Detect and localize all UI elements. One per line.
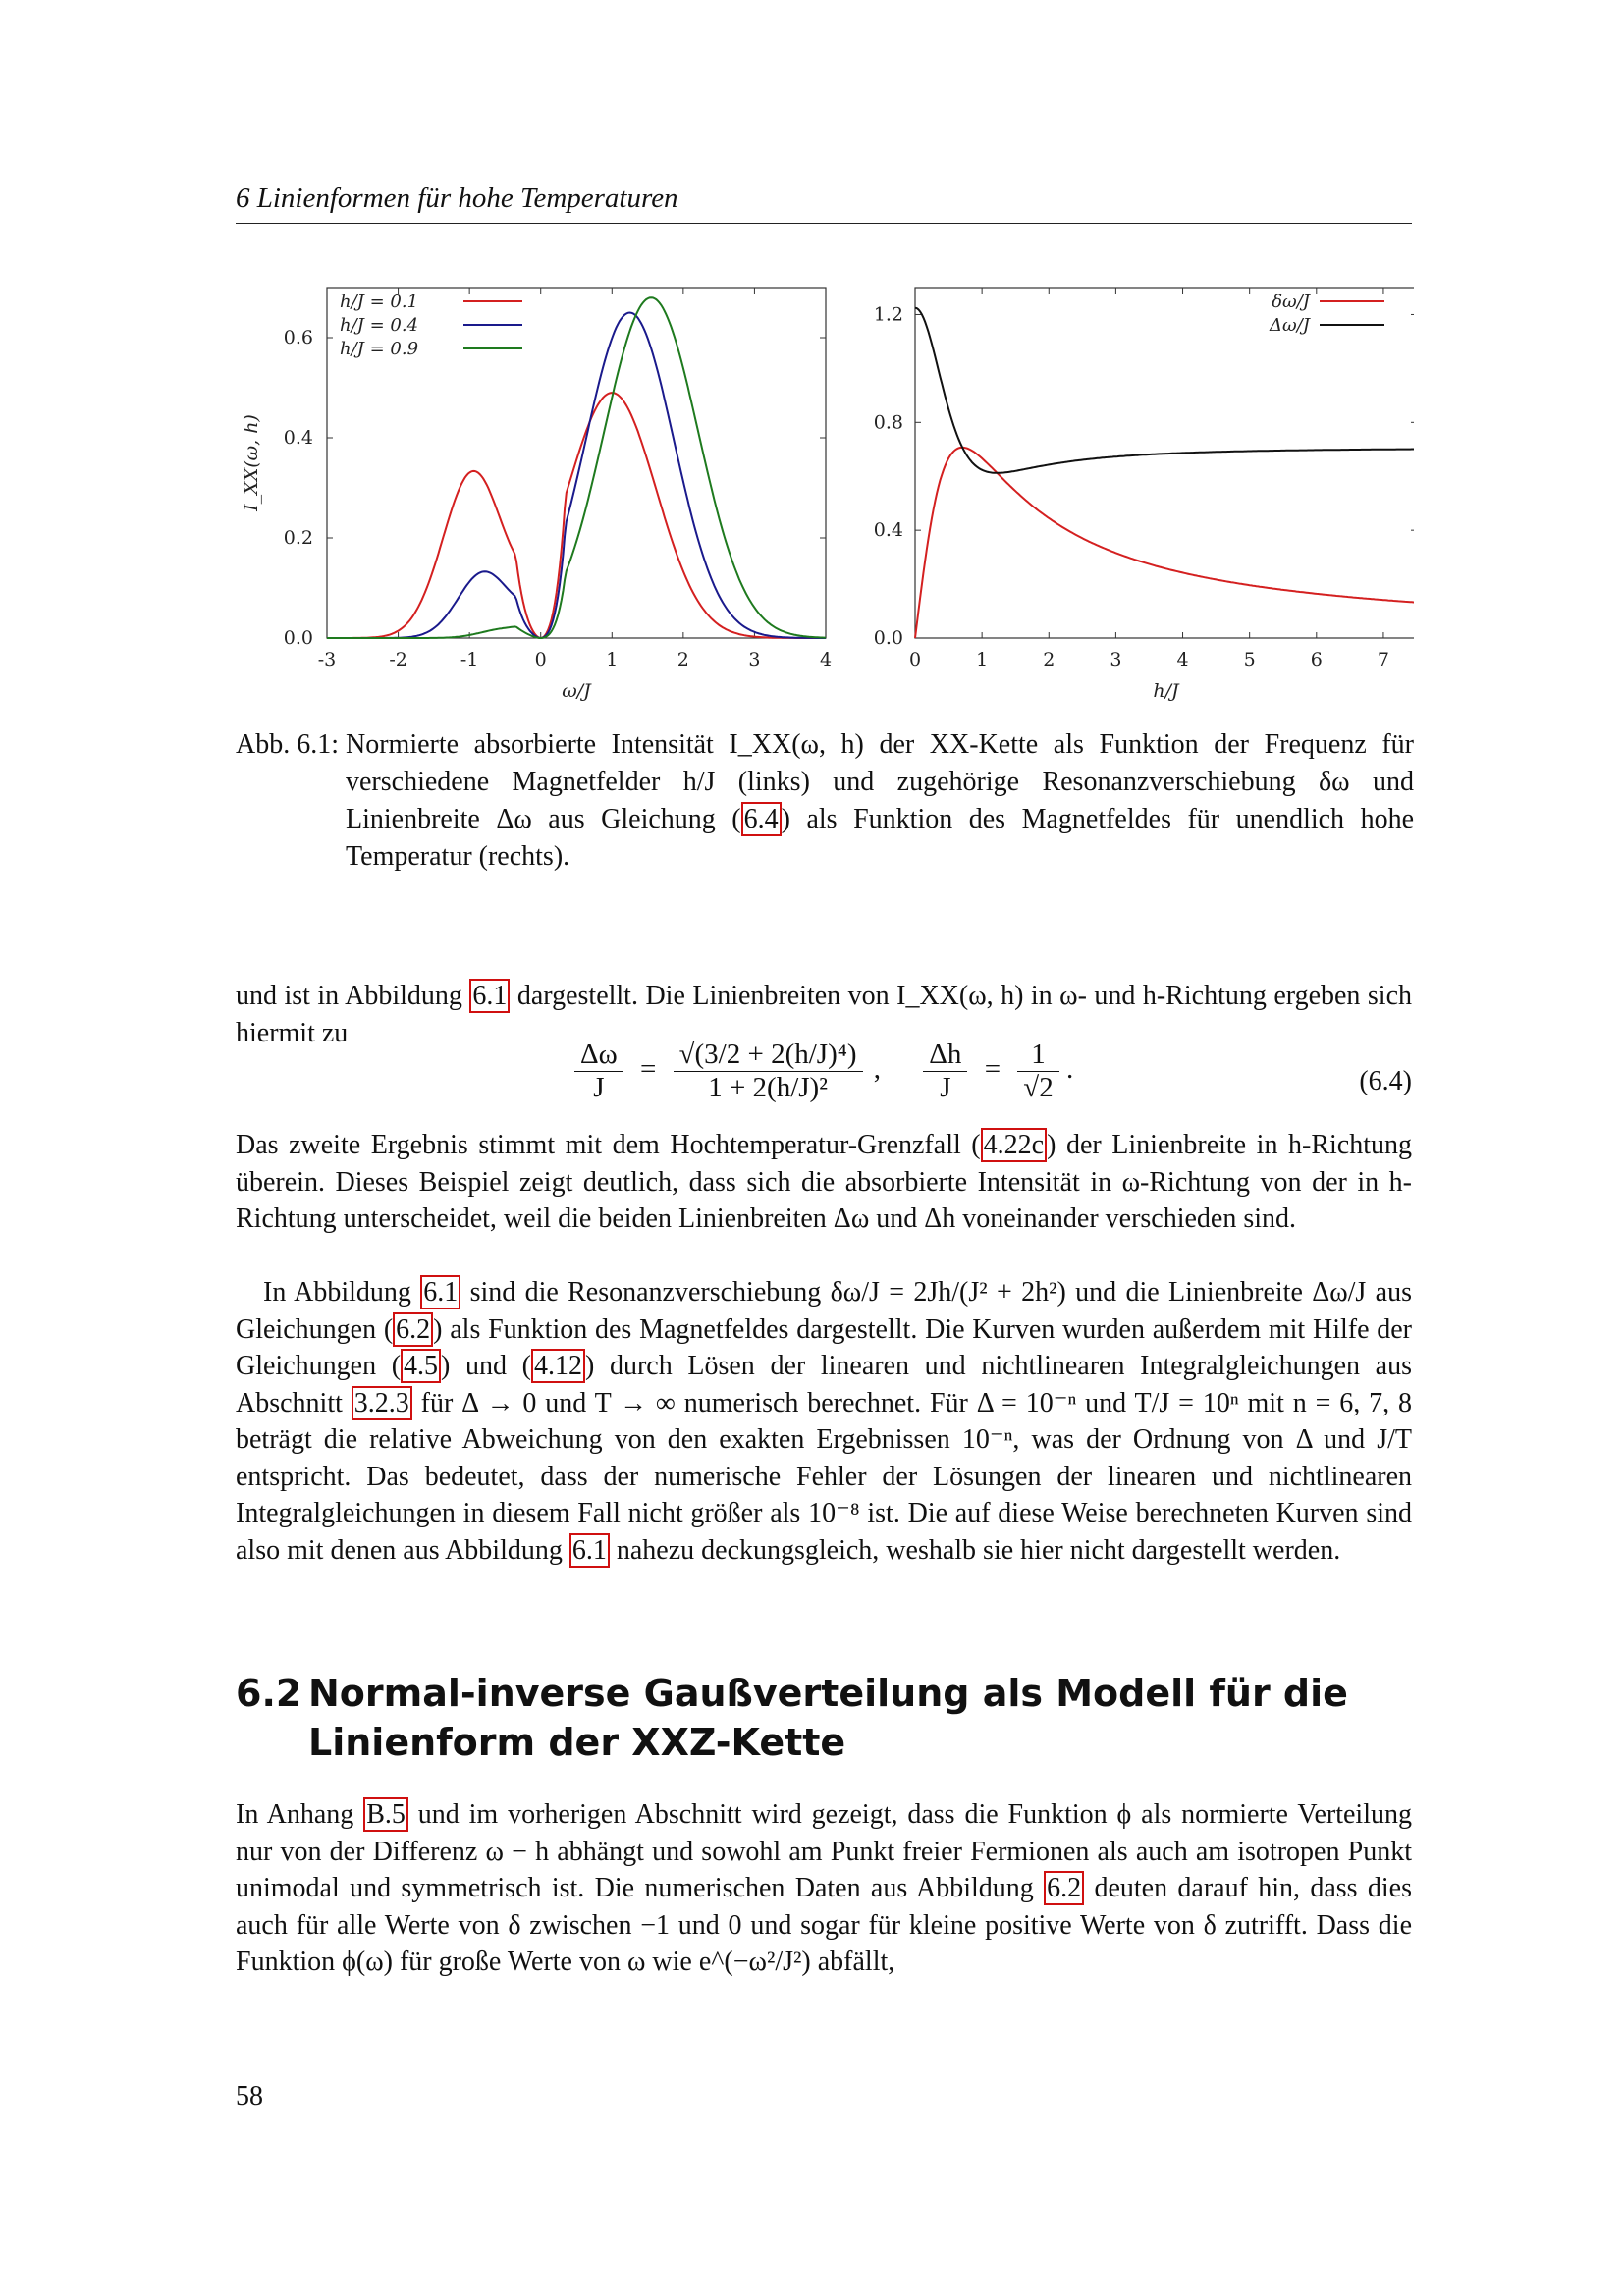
legend-label: h/J = 0.9	[340, 339, 419, 359]
section-title: Normal-inverse Gaußverteilung als Modell für die Linienform der XXZ-Kette	[308, 1672, 1348, 1764]
legend-label: h/J = 0.1	[340, 292, 419, 312]
x-tick-label: 1	[606, 649, 619, 670]
x-axis-label: ω/J	[562, 680, 591, 702]
x-axis-label: h/J	[1153, 680, 1179, 702]
x-tick-label: 3	[1110, 649, 1122, 670]
paragraph-4: In Anhang B.5 und im vorherigen Abschnitt wird gezeigt, dass die Funktion ϕ als normierte Verteilung nur von der Differenz ω − h abhängt und sowohl am Punkt freier Fermionen als auch am isotropen Punkt unimodal und symmetrisch ist. Die numerischen Daten aus Abbildung 6.2 deuten darauf hin, dass dies auch für alle Werte von δ zwischen −1 und 0 und sogar für kleine positive Werte von δ zutrifft. Dass die Funktion ϕ(ω) für große Werte von ω wie e^(−ω²/J²) abfällt,	[236, 1799, 1413, 1977]
x-tick-label: 6	[1310, 649, 1323, 670]
caption-label: Abb. 6.1:	[236, 729, 339, 760]
y-axis-label: I_XX(ω, h)	[241, 414, 262, 511]
x-tick-label: 4	[1176, 649, 1189, 670]
running-head: 6 Linienformen für hohe Temperaturen	[236, 183, 1412, 224]
y-tick-label: 0.0	[873, 627, 903, 649]
x-tick-label: 5	[1243, 649, 1256, 670]
paragraph-3: In Abbildung 6.1 sind die Resonanzverschiebung δω/J = 2Jh/(J² + 2h²) und die Linienbreite Δω/J aus Gleichungen ( 6.2 ) als Funktion des Magnetfeldes dargestellt. Die Kurven wurden außerdem mit Hilfe der Gleichungen ( 4.5 ) und ( 4.12 ) durch Lösen der linearen und nichtlinearen Integralgleichungen aus Abschnitt 3.2.3 für Δ → 0 und T → ∞ numerisch berechnet. Für Δ = 10⁻ⁿ und T/J = 10ⁿ mit n = 6, 7, 8 beträgt die relative Abweichung von den exakten Ergebnissen 10⁻ⁿ, was der Ordnung von Δ und J/T entspricht. Das bedeutet, dass der numerische Fehler der Lösungen der linearen und nichtlinearen Integralgleichungen in diesem Fall nicht größer als 10⁻⁸ ist. Die auf diese Weise berechneten Kurven sind also mit denen aus Abbildung 6.1 nahezu deckungsgleich, weshalb sie hier nicht dargestellt werden.	[236, 1277, 1413, 1566]
figure-ref-6-1[interactable]: 6.1	[420, 1275, 460, 1309]
figure-ref-6-1[interactable]: 6.1	[469, 979, 510, 1013]
equation-ref-6-2[interactable]: 6.2	[393, 1312, 433, 1347]
y-tick-label: 0.8	[873, 411, 903, 434]
section-ref-3-2-3[interactable]: 3.2.3	[352, 1386, 412, 1420]
appendix-ref-b-5[interactable]: B.5	[363, 1797, 408, 1832]
paragraph-1: und ist in Abbildung 6.1 dargestellt. Die Linienbreiten von I_XX(ω, h) in ω- und h-Richtung ergeben sich hiermit zu	[236, 981, 1412, 1048]
y-tick-label: 0.6	[283, 327, 313, 348]
x-tick-label: 2	[677, 649, 689, 670]
y-tick-label: 0.4	[283, 427, 313, 449]
x-tick-label: 7	[1377, 649, 1389, 670]
y-tick-label: 0.0	[283, 627, 313, 649]
x-tick-label: 3	[748, 649, 761, 670]
figure-caption	[236, 726, 1414, 876]
x-tick-label: 4	[819, 649, 833, 670]
equation-ref-4-5[interactable]: 4.5	[401, 1349, 441, 1383]
legend-label: h/J = 0.4	[340, 315, 419, 336]
equation-ref-4-22c[interactable]: 4.22c	[981, 1128, 1047, 1162]
x-tick-label: 1	[976, 649, 989, 670]
equation-number: (6.4)	[1359, 1066, 1412, 1096]
legend-label: Δω/J	[1270, 315, 1310, 336]
x-tick-label: -1	[460, 649, 479, 670]
figure-6-1	[236, 273, 1414, 715]
y-tick-label: 0.4	[873, 519, 903, 542]
figure-svg	[236, 273, 1414, 715]
figure-ref-6-1[interactable]: 6.1	[569, 1533, 610, 1568]
y-tick-label: 1.2	[873, 303, 903, 326]
section-number: 6.2	[236, 1672, 302, 1715]
caption-text: Normierte absorbierte Intensität I_XX(ω, h) der XX-Kette als Funktion der Frequenz für verschiedene Magnetfelder h/J (links) und zugehörige Resonanzverschiebung δω und Linienbreite Δω aus Gleichung ( 6.4 ) als Funktion des Magnetfeldes für unendlich hohe Temperatur (rechts).	[346, 729, 1415, 872]
y-tick-label: 0.2	[283, 527, 313, 549]
figure-ref-6-2[interactable]: 6.2	[1044, 1871, 1084, 1905]
left-curve-2	[327, 313, 826, 639]
page-number: 58	[236, 2081, 263, 2111]
equation-ref-4-12[interactable]: 4.12	[531, 1349, 585, 1383]
equation-ref-6-4[interactable]: 6.4	[741, 802, 782, 836]
right-plot-frame	[915, 288, 1414, 638]
right-curve-2	[915, 308, 1414, 473]
x-tick-label: 0	[908, 649, 922, 670]
section-heading	[236, 1669, 1412, 1767]
x-tick-label: -3	[317, 649, 337, 670]
x-tick-label: 0	[534, 649, 547, 670]
legend-label: δω/J	[1272, 292, 1310, 312]
x-tick-label: -2	[389, 649, 407, 670]
paragraph-2: Das zweite Ergebnis stimmt mit dem Hochtemperatur-Grenzfall ( 4.22c ) der Linienbreite in h-Richtung überein. Dieses Beispiel zeigt deutlich, dass sich die absorbierte Intensität in ω-Richtung von der in h-Richtung unterscheidet, weil die beiden Linienbreiten Δω und Δh voneinander verschieden sind.	[236, 1130, 1413, 1234]
x-tick-label: 2	[1043, 649, 1056, 670]
equation-6-4: $\frac{\Delta\omega}{J}$ = $\frac{\text{√(3/2 + 2(h/J)⁴)}}{\text{1 + 2(h/J)²}}$ , $\frac{\Delta h}{J}$ = $\frac{1}{√2}$ . (6.4)	[236, 1031, 1412, 1129]
right-curve-1	[915, 448, 1414, 638]
